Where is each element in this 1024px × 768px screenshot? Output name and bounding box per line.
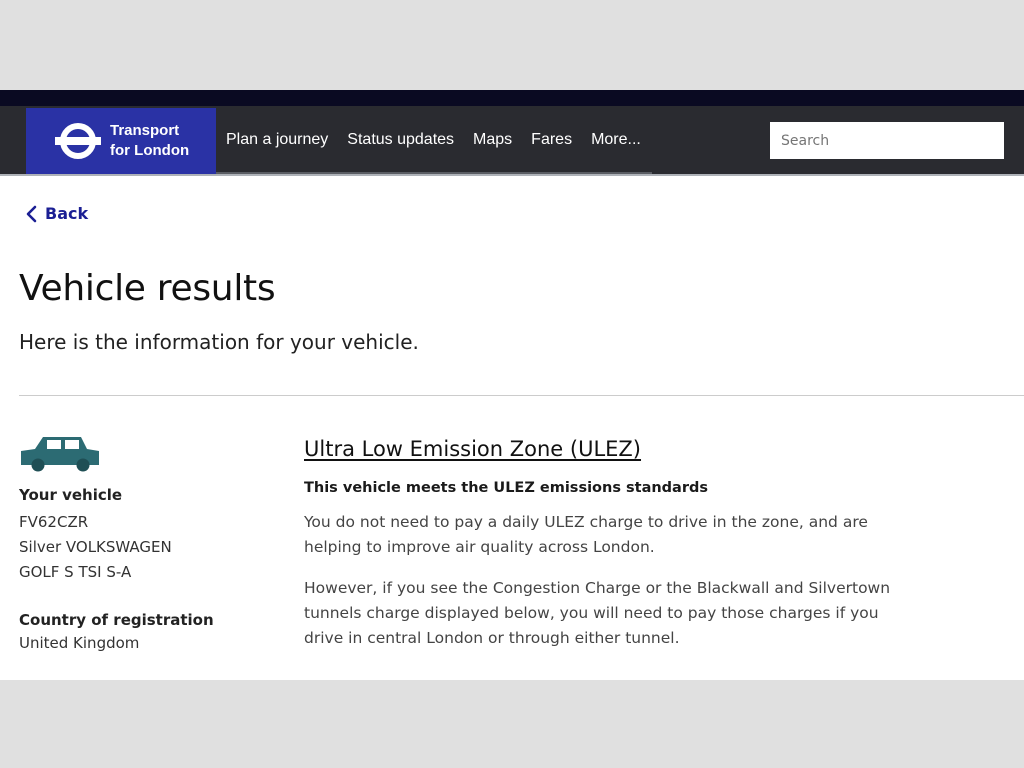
vehicle-model: GOLF S TSI S-A [19,563,132,581]
country-of-registration-heading: Country of registration [19,611,214,629]
logo-line-2: for London [110,142,190,159]
navigation-divider [0,174,1024,176]
nav-status-updates[interactable]: Status updates [347,131,455,148]
tfl-page [0,90,1024,680]
screenshot-top-margin [0,0,1024,90]
back-label: Back [45,204,89,223]
main-nav [226,106,641,174]
search-input[interactable] [770,122,1004,159]
page-subtitle: Here is the information for your vehicle. [19,330,419,354]
car-icon [19,435,101,473]
ulez-heading-link[interactable]: Ultra Low Emission Zone (ULEZ) [304,437,642,461]
section-divider [19,395,1024,396]
page-title: Vehicle results [19,268,276,309]
nav-fares[interactable]: Fares [531,131,573,148]
country-of-registration-value: United Kingdom [19,634,140,652]
back-link[interactable] [25,204,88,223]
logo-line-1: Transport [110,122,180,139]
your-vehicle-heading: Your vehicle [19,486,123,504]
ulez-paragraph-2: However, if you see the Congestion Charge or the Blackwall and Silvertown tunnels charge displayed below, you will need to pay those charges if you drive in central London or through either tunnel. [304,579,891,647]
vehicle-details [19,486,279,585]
chevron-left-icon [25,205,37,223]
ulez-paragraph-1: You do not need to pay a daily ULEZ charge to drive in the zone, and are helping to improve air quality across London. [304,513,868,556]
tfl-logo[interactable] [26,108,216,174]
logo-text [110,121,189,161]
nav-more[interactable]: More... [591,131,641,148]
nav-plan-a-journey[interactable]: Plan a journey [226,131,329,148]
vehicle-registration: FV62CZR [19,513,89,531]
ulez-status: This vehicle meets the ULEZ emissions standards [304,480,708,496]
tfl-roundel-icon [55,121,101,161]
top-strip [0,90,1024,106]
nav-maps[interactable]: Maps [473,131,513,148]
vehicle-make: Silver VOLKSWAGEN [19,538,172,556]
screenshot-bottom-margin [0,680,1024,768]
